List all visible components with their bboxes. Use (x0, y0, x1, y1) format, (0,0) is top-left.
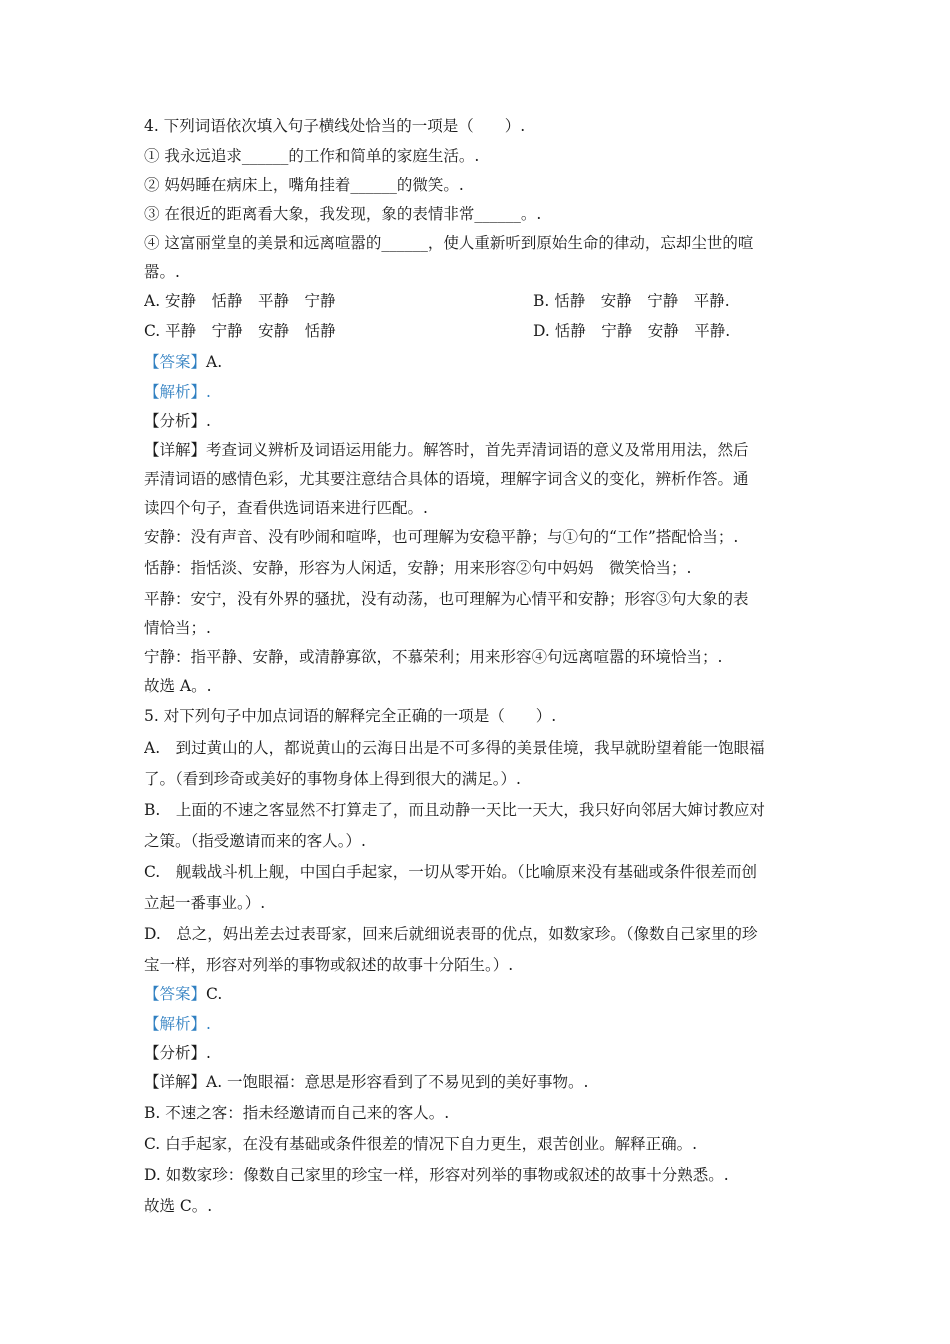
q4-sentence-2: ② 妈妈睡在病床上，嘴角挂着______的微笑。. (144, 176, 464, 194)
q4-sentence-1: ① 我永远追求______的工作和简单的家庭生活。. (144, 147, 480, 165)
q4-sentence-3: ③ 在很近的距离看大象，我发现，象的表情非常______。. (144, 205, 542, 223)
q5-option-a-cont: 了。（看到珍奇或美好的事物身体上得到很大的满足。）. (144, 770, 521, 788)
q5-stem: 5. 对下列句子中加点词语的解释完全正确的一项是（ ）. (144, 707, 557, 725)
q4-detail-1: 【详解】考查词义辨析及词语运用能力。解答时，首先弄清词语的意义及常用用法，然后 (144, 441, 749, 459)
q5-explain-c: C. 白手起家，在没有基础或条件很差的情况下自力更生，艰苦创业。解释正确。. (144, 1135, 698, 1153)
q4-answer-tag: 【答案】 (144, 353, 207, 371)
q5-fenxi: 【分析】. (144, 1044, 211, 1062)
q4-sentence-4-cont: 嚣。. (144, 263, 180, 281)
q5-explain-d: D. 如数家珍：像数自己家里的珍宝一样，形容对列举的事物或叙述的故事十分熟悉。. (144, 1166, 729, 1184)
q4-detail-3: 读四个句子，查看供选词语来进行匹配。. (144, 499, 428, 517)
q4-option-d: D. 恬静 宁静 安静 平静. (533, 322, 731, 340)
q4-word-2: 恬静：指恬淡、安静，形容为人闲适，安静；用来形容②句中妈妈 微笑恰当；. (144, 559, 692, 577)
q4-word-1: 安静：没有声音、没有吵闹和喧哗，也可理解为安稳平静；与①句的“工作”搭配恰当；. (144, 528, 739, 546)
q4-fenxi: 【分析】. (144, 412, 211, 430)
q5-explain-b: B. 不速之客：指未经邀请而自己来的客人。. (144, 1104, 450, 1122)
q4-stem: 4. 下列词语依次填入句子横线处恰当的一项是（ ）. (144, 117, 526, 135)
q5-option-b-cont: 之策。（指受邀请而来的客人。）. (144, 832, 366, 850)
q4-word-4: 宁静：指平静、安静，或清静寡欲，不慕荣利；用来形容④句远离喧嚣的环境恰当；. (144, 648, 723, 666)
q5-option-a: A. 到过黄山的人，都说黄山的云海日出是不可多得的美景佳境，我早就盼望着能一饱眼福 (144, 739, 765, 757)
q5-conclusion: 故选 C。. (144, 1197, 213, 1215)
q5-option-b: B. 上面的不速之客显然不打算走了，而且动静一天比一天大，我只好向邻居大婶讨教应对 (144, 801, 765, 819)
q5-jiexi: 【解析】. (144, 1015, 211, 1033)
q4-option-c: C. 平静 宁静 安静 恬静 (144, 322, 336, 340)
q5-option-c: C. 舰载战斗机上舰，中国白手起家，一切从零开始。（比喻原来没有基础或条件很差而创 (144, 863, 757, 881)
q4-word-3: 平静：安宁，没有外界的骚扰，没有动荡，也可理解为心情平和安静；形容③句大象的表 (144, 590, 749, 608)
q4-answer (144, 351, 814, 373)
q4-option-a: A. 安静 恬静 平静 宁静 (144, 292, 336, 310)
q4-jiexi: 【解析】. (144, 383, 211, 401)
q4-answer-value: A. (206, 353, 223, 371)
q5-answer (144, 983, 814, 1005)
q5-answer-tag: 【答案】 (144, 985, 207, 1003)
q4-conclusion: 故选 A。. (144, 677, 212, 695)
q4-detail-2: 弄清词语的感情色彩，尤其要注意结合具体的语境，理解字词含义的变化，辨析作答。通 (144, 470, 749, 488)
q4-sentence-4: ④ 这富丽堂皇的美景和远离喧嚣的______，使人重新听到原始生命的律动，忘却尘世的喧 (144, 234, 754, 252)
q4-word-3-cont: 情恰当；. (144, 619, 211, 637)
q5-option-c-cont: 立起一番事业。）. (144, 894, 266, 912)
q4-option-b: B. 恬静 安静 宁静 平静. (533, 292, 730, 310)
q5-option-d-cont: 宝一样，形容对列举的事物或叙述的故事十分陌生。）. (144, 956, 514, 974)
q5-explain-a: 【详解】A. 一饱眼福：意思是形容看到了不易见到的美好事物。. (144, 1073, 589, 1091)
q5-option-d: D. 总之，妈出差去过表哥家，回来后就细说表哥的优点，如数家珍。（像数自己家里的珍 (144, 925, 758, 943)
q5-answer-value: C. (206, 985, 223, 1003)
